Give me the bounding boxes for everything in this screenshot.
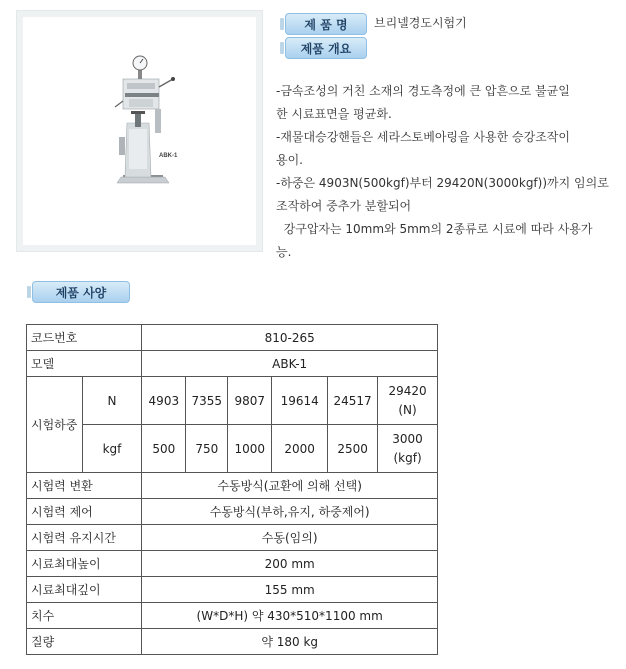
product-name-value: 브리넬경도시험기 [374,16,467,30]
description-line: 용이. [276,153,303,167]
spec-value: 수동방식(부하,유지, 하중제어) [142,499,438,525]
model-value: ABK-1 [142,351,438,377]
load-label: 시험하중 [27,377,83,473]
table-row [27,551,438,577]
model-label: 모델 [27,351,142,377]
code-label: 코드번호 [27,325,142,351]
hardness-tester-illustration [23,17,256,245]
kgf-value-max: 3000 (kgf) [378,425,438,473]
kgf-unit: kgf [82,425,142,473]
spec-label: 시험력 변환 [27,473,142,499]
n-value: 7355 [186,377,228,425]
spec-label: 시험력 유지시간 [27,525,142,551]
product-summary-label: 제품 개요 [285,37,367,59]
spec-label: 시료최대깊이 [27,577,142,603]
n-value: 24517 [328,377,378,425]
table-row [27,577,438,603]
description-line: -금속조성의 거친 소재의 경도측정에 큰 압흔으로 불균일 [276,84,570,98]
product-image [23,17,256,245]
spec-table [26,324,438,655]
n-value: 19614 [272,377,328,425]
n-value: 9807 [228,377,272,425]
spec-value: 200 mm [142,551,438,577]
description-line: 조작하여 중추가 분할되어 [276,199,412,213]
kgf-value: 2000 [272,425,328,473]
spec-value: 수동방식(교환에 의해 선택) [142,473,438,499]
product-description [276,80,616,264]
table-row [27,425,438,473]
description-line: 강구압자는 10mm와 5mm의 2종류로 시료에 따라 사용가 [276,222,593,236]
spec-label: 시료최대높이 [27,551,142,577]
spec-label: 질량 [27,629,142,655]
kgf-value: 2500 [328,425,378,473]
n-value-max: 29420 (N) [378,377,438,425]
table-row [27,629,438,655]
kgf-value: 1000 [228,425,272,473]
table-row [27,325,438,351]
product-specs-label: 제품 사양 [32,281,130,303]
kgf-value: 500 [142,425,186,473]
kgf-value: 750 [186,425,228,473]
n-unit: N [82,377,142,425]
table-row [27,525,438,551]
spec-value: 약 180 kg [142,629,438,655]
product-name-label: 제 품 명 [285,13,367,35]
spec-label: 치수 [27,603,142,629]
table-row [27,377,438,425]
spec-value: (W*D*H) 약 430*510*1100 mm [142,603,438,629]
spec-value: 수동(임의) [142,525,438,551]
table-row [27,499,438,525]
table-row [27,351,438,377]
product-model-caption: ABK-1 [159,153,178,159]
n-value: 4903 [142,377,186,425]
description-line: 능. [276,245,292,259]
spec-label: 시험력 제어 [27,499,142,525]
product-image-panel [16,10,263,252]
table-row [27,473,438,499]
spec-value: 155 mm [142,577,438,603]
description-line: -재물대승강핸들은 세라스토베아링을 사용한 승강조작이 [276,130,570,144]
code-value: 810-265 [142,325,438,351]
description-line: -하중은 4903N(500kgf)부터 29420N(3000kgf))까지 임의로 [276,176,609,190]
description-line: 한 시료표면을 평균화. [276,107,392,121]
table-row [27,603,438,629]
